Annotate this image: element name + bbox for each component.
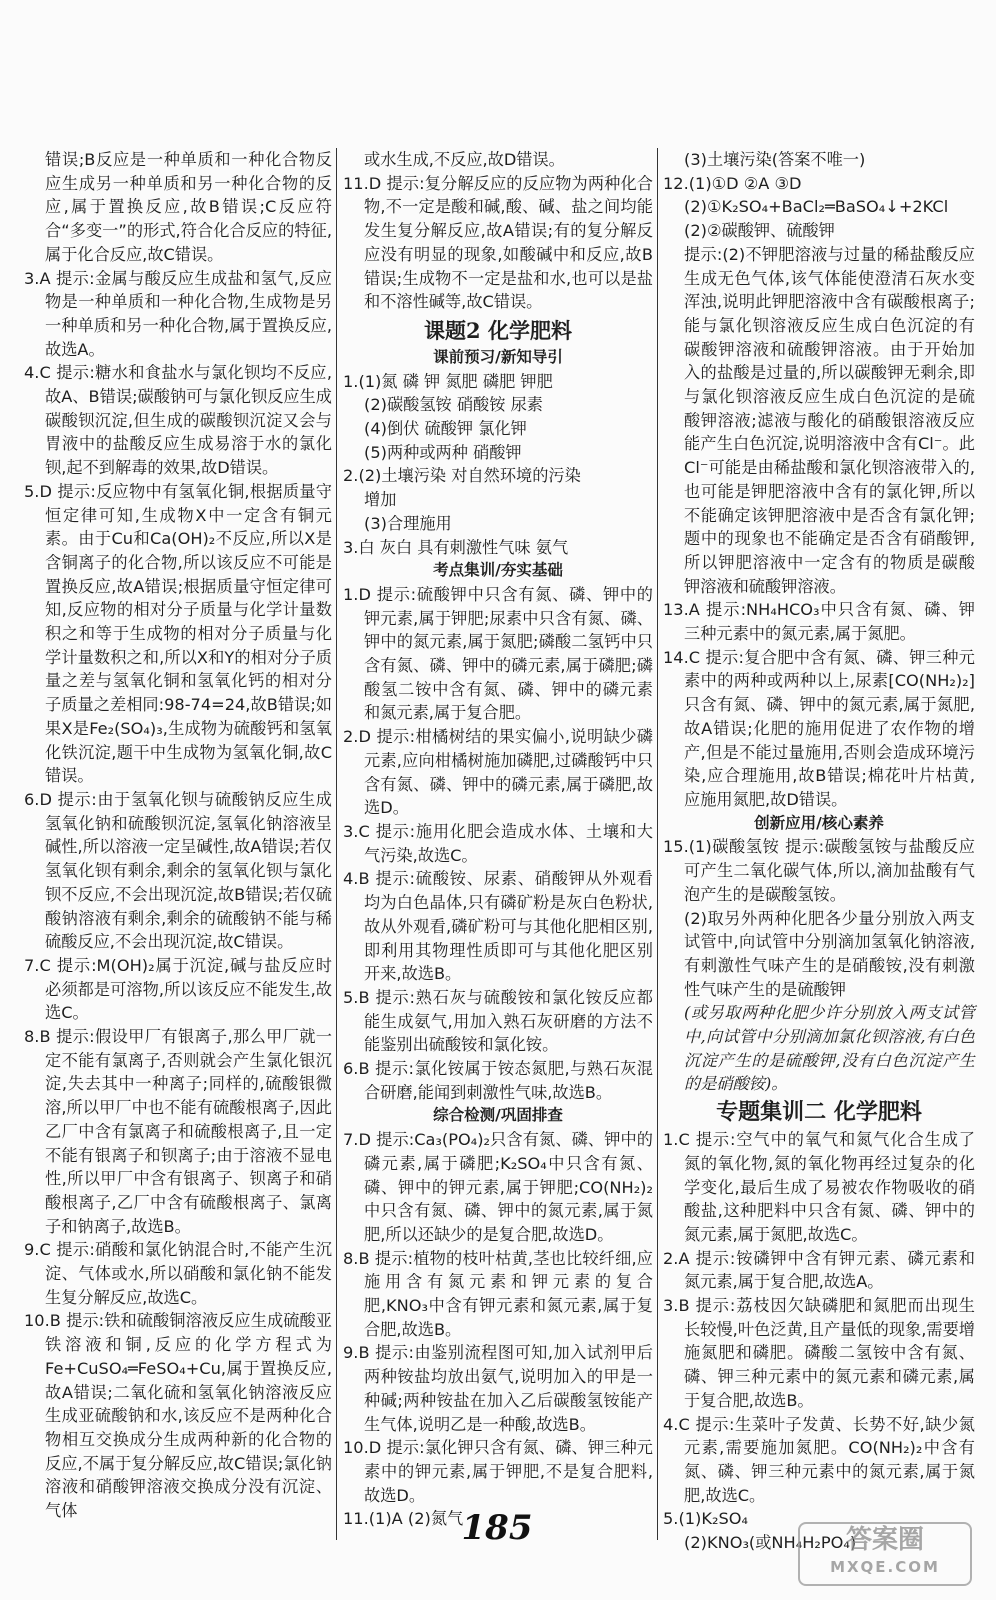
watermark-text: 答案圈 (845, 1525, 924, 1555)
answer-item: 5.B 提示:熟石灰与硫酸铵和氯化铵反应都能生成氨气,用加入熟石灰研磨的方法不能鉴别出硫酸铵和氯化铵。 (343, 987, 653, 1055)
answer-text: (4)倒伏 硫酸钾 氯化钾 (364, 419, 527, 439)
answer-item: 2.D 提示:柑橘树结的果实偏小,说明缺少磷元素,应向柑橘树施加磷肥,过磷酸钙中只含有氮、磷、钾中的磷元素,属于磷肥,故选D。 (343, 727, 653, 818)
right-column (663, 148, 975, 1555)
answer-text: (2)②碳酸钾、硫酸钾 (684, 221, 835, 241)
answer-item: 1.(1)氮 磷 钾 氮肥 磷肥 钾肥 (343, 371, 553, 391)
answer-item: 7.D 提示:Ca₃(PO₄)₂只含有氮、磷、钾中的磷元素,属于磷肥;K₂SO₄中只含有氮、磷、钾中的钾元素,属于钾肥;CO(NH₂)₂中只含有氮、磷、钾中的氮元素,属于氮肥,所以还缺少的是复合肥,故选D。 (343, 1130, 653, 1244)
section-heading: 课前预习/新知导引 (433, 347, 563, 366)
answer-item: 15.(1)碳酸氢铵 提示:碳酸氢铵与盐酸反应可产生二氧化碳气体,所以,滴加盐酸有气泡产生的是碳酸氢铵。 (663, 837, 975, 904)
answer-item: 9.B 提示:由鉴别流程图可知,加入试剂甲后两种铵盐均放出氨气,说明加入的甲是一种碱;两种铵盐在加入乙后碳酸氢铵能产生气体,说明乙是一种酸,故选B。 (343, 1343, 653, 1434)
section-heading: 综合检测/巩固排查 (433, 1106, 563, 1125)
answer-text: (2)KNO₃(或NH₄H₂PO₄) (684, 1533, 857, 1553)
left-column (24, 148, 332, 1523)
answer-item: 10.D 提示:氯化钾只含有氮、磷、钾三种元素中的钾元素,属于钾肥,不是复合肥料,故选D。 (343, 1438, 653, 1505)
page-number: 185 (461, 1508, 533, 1548)
answer-item: 10.B 提示:铁和硫酸铜溶液反应生成硫酸亚铁溶液和铜,反应的化学方程式为Fe+CuSO₄═FeSO₄+Cu,属于置换反应,故A错误;二氧化硫和氢氧化钠溶液反应生成亚硫酸钠和水,该反应不是两种化合物相互交换成分生成两种新的化合物的反应,不属于复分解反应,故C错误;氯化钠溶液和硝酸钾溶液交换成分没有沉淀、气体 (24, 1311, 332, 1521)
answer-item: 13.A 提示:NH₄HCO₃中只含有氮、磷、钾三种元素中的氮元素,属于氮肥。 (663, 600, 975, 644)
answer-item: 11.D 提示:复分解反应的反应物为两种化合物,不一定是酸和碱,酸、碱、盐之间均能发生复分解反应,故A错误;有的复分解反应没有明显的现象,如酸碱中和反应,故B错误;生成物不一定是盐和水,也可以是盐和不溶性碱等,故C错误。 (343, 173, 653, 312)
watermark-site: MXQE.COM (830, 1558, 940, 1576)
lesson-title: 课题2 化学肥料 (424, 317, 572, 343)
answer-item: 4.C 提示:生菜叶子发黄、长势不好,缺少氮元素,需要施加氮肥。CO(NH₂)₂中含有氮、磷、钾三种元素中的氮元素,属于氮肥,故选C。 (663, 1414, 975, 1505)
answer-item: 7.C 提示:M(OH)₂属于沉淀,碱与盐反应时必须都是可溶物,所以该反应不能发生,故选C。 (24, 955, 332, 1023)
column-divider (336, 148, 337, 1540)
answer-item: 1.C 提示:空气中的氧气和氮气化合生成了氮的氧化物,氮的氧化物再经过复杂的化学变化,最后生成了易被农作物吸收的硝酸盐,这种肥料中只含有氮、磷、钾中的氮元素,属于氮肥,故选C。 (663, 1130, 975, 1244)
answer-item: 2.(2)土壤污染 对自然环境的污染 (343, 466, 581, 486)
answer-item: 3.A 提示:金属与酸反应生成盐和氢气,反应物是一种单质和一种化合物,生成物是另一种单质和另一种化合物,属于置换反应,故选A。 (24, 268, 332, 359)
answer-item: 1.D 提示:硫酸钾中只含有氮、磷、钾中的钾元素,属于钾肥;尿素中只含有氮、磷、钾中的氮元素,属于氮肥;磷酸二氢钙中只含有氮、磷、钾中的磷元素,属于磷肥;磷酸氢二铵中含有氮、磷、钾中的磷元素和氮元素,属于复合肥。 (343, 584, 653, 723)
watermark-logo (798, 1522, 972, 1586)
answer-item: 6.B 提示:氯化铵属于铵态氮肥,与熟石灰混合研磨,能闻到刺激性气味,故选B。 (343, 1059, 653, 1102)
special-topic-title: 专题集训二 化学肥料 (716, 1099, 922, 1126)
answer-text: (2)碳酸氢铵 硝酸铵 尿素 (364, 395, 543, 415)
alternative-answer-note: (或另取两种化肥少许分别放入两支试管中,向试管中分别滴加氯化钡溶液,有白色沉淀产生的是硫酸钾,没有白色沉淀产生的是硝酸铵)。 (684, 1003, 975, 1094)
section-heading: 考点集训/夯实基础 (433, 561, 563, 580)
answer-item: 3.C 提示:施用化肥会造成水体、土壤和大气污染,故选C。 (343, 821, 653, 865)
answer-item: 14.C 提示:复合肥中含有氮、磷、钾三种元素中的两种或两种以上,尿素[CO(NH₂)₂]只含有氮、磷、钾中的氮元素,属于氮肥,故A错误;化肥的施用促进了农作物的增产,但是不能过量施用,否则会造成环境污染,应合理施用,故B错误;棉花叶片枯黄,应施用氮肥,故D错误。 (663, 647, 975, 809)
hint-text: 提示:(2)不钾肥溶液与过量的稀盐酸反应生成无色气体,该气体能使澄清石灰水变浑浊,说明此钾肥溶液中含有碳酸根离子;能与氯化钡溶液反应生成白色沉淀的有碳酸钾溶液和硫酸钾溶液。由于开始加入的盐酸是过量的,所以碳酸钾无剩余,即与氯化钡溶液反应生成白色沉淀的是硫酸钾溶液;滤液与酸化的硝酸银溶液反应能产生白色沉淀,说明溶液中含有Cl⁻。此Cl⁻可能是由稀盐酸和氯化钡溶液带入的,也可能是钾肥溶液中含有的氯化钾,所以不能确定该钾肥溶液中是否含有氯化钾;题中的现象也不能确定是否含有硝酸钾,所以钾肥溶液中一定含有的物质是碳酸钾溶液和硫酸钾溶液。 (684, 244, 975, 596)
answer-item: 6.D 提示:由于氢氧化钡与硫酸钠反应生成氢氧化钠和硫酸钡沉淀,氢氧化钠溶液呈碱性,所以溶液一定呈碱性,故A错误;若仅氢氧化钡有剩余,剩余的氢氧化钡与氯化钡不反应,不会出现沉淀,故B错误;若仅硫酸钠溶液有剩余,剩余的硫酸钠不能与稀硫酸反应,不会出现沉淀,故C错误。 (24, 789, 332, 952)
answer-text: (3)土壤污染(答案不唯一) (684, 150, 866, 169)
answer-text: 增加 (364, 490, 397, 510)
answer-item: 5.D 提示:反应物中有氢氧化铜,根据质量守恒定律可知,生成物X中一定含有铜元素。由于Cu和Ca(OH)₂不反应,所以X是含铜离子的化合物,所以该反应不可能是置换反应,故A错误;根据质量守恒定律可知,反应物的相对分子质量与化学计量数积之和等于生成物的相对分子质量与化学计量数积之和,所以X和Y的相对分子质量之差与氢氧化铜和氢氧化钙的相对分子质量之差相同:98-74=24,故B错误;如果X是Fe₂(SO₄)₃,生成物为硫酸钙和氢氧化铁沉淀,题干中生成物为氢氧化铜,故C错误。 (24, 481, 332, 786)
answer-item: 2.A 提示:铵磷钾中含有钾元素、磷元素和氮元素,属于复合肥,故选A。 (663, 1248, 975, 1292)
column-divider (657, 148, 658, 1540)
answer-item: 9.C 提示:硝酸和氯化钠混合时,不能产生沉淀、气体或水,所以硝酸和氯化钠不能发生复分解反应,故选C。 (24, 1240, 332, 1307)
answer-item: 8.B 提示:假设甲厂有银离子,那么甲厂就一定不能有氯离子,否则就会产生氯化银沉淀,失去其中一种离子;同样的,硫酸银微溶,所以甲厂中也不能有硫酸根离子,因此乙厂中含有氯离子和硫酸根离子,且一定不能有银离子和钡离子;由于溶液不显电性,所以甲厂中含有银离子、钡离子和硝酸根离子,乙厂中含有硫酸根离子、氯离子和钠离子,故选B。 (24, 1027, 332, 1236)
middle-column (343, 148, 653, 1531)
answer-text: (3)合理施用 (364, 513, 452, 533)
section-heading: 创新应用/核心素养 (754, 813, 884, 832)
answer-item: 3.白 灰白 具有刺激性气味 氨气 (343, 537, 569, 557)
answer-item: 5.(1)K₂SO₄ (663, 1509, 748, 1529)
answer-text: (2)取另外两种化肥各少量分别放入两支试管中,向试管中分别滴加氢氧化钠溶液,有刺激性气味产生的是硝酸铵,没有刺激性气味产生的是硫酸钾 (684, 908, 975, 999)
answer-text: 错误;B反应是一种单质和一种化合物反应生成另一种单质和另一种化合物的反应,属于置换反应,故B错误;C反应符合“多变一”的形式,符合化合反应的特征,属于化合反应,故C错误。 (45, 150, 332, 264)
answer-item: 8.B 提示:植物的枝叶枯黄,茎也比较纤细,应施用含有氮元素和钾元素的复合肥,KNO₃中含有钾元素和氮元素,属于复合肥,故选B。 (343, 1248, 653, 1339)
answer-text: (2)①K₂SO₄+BaCl₂═BaSO₄↓+2KCl (684, 197, 949, 217)
answer-text: (5)两种或两种 硝酸钾 (364, 442, 522, 462)
answer-text: 或水生成,不反应,故D错误。 (364, 150, 565, 169)
answer-item: 4.B 提示:硫酸铵、尿素、硝酸钾从外观看均为白色晶体,只有磷矿粉是灰白色粉状,故从外观看,磷矿粉可与其他化肥相区别,即利用其物理性质即可与其他化肥区别开来,故选B。 (343, 869, 653, 984)
answer-item: 11.(1)A (2)氮气 (343, 1509, 464, 1529)
answer-item: 3.B 提示:荔枝因欠缺磷肥和氮肥而出现生长较慢,叶色泛黄,且产量低的现象,需要增施氮肥和磷肥。磷酸二氢铵中含有氮、磷、钾三种元素中的氮元素和磷元素,属于复合肥,故选B。 (663, 1296, 975, 1410)
answer-item: 12.(1)①D ②A ③D (663, 173, 802, 193)
answer-item: 4.C 提示:糖水和食盐水与氯化钡均不反应,故A、B错误;碳酸钠可与氯化钡反应生成碳酸钡沉淀,但生成的碳酸钡沉淀又会与胃液中的盐酸反应生成易溶于水的氯化钡,起不到解毒的效果,故D错误。 (24, 363, 332, 478)
